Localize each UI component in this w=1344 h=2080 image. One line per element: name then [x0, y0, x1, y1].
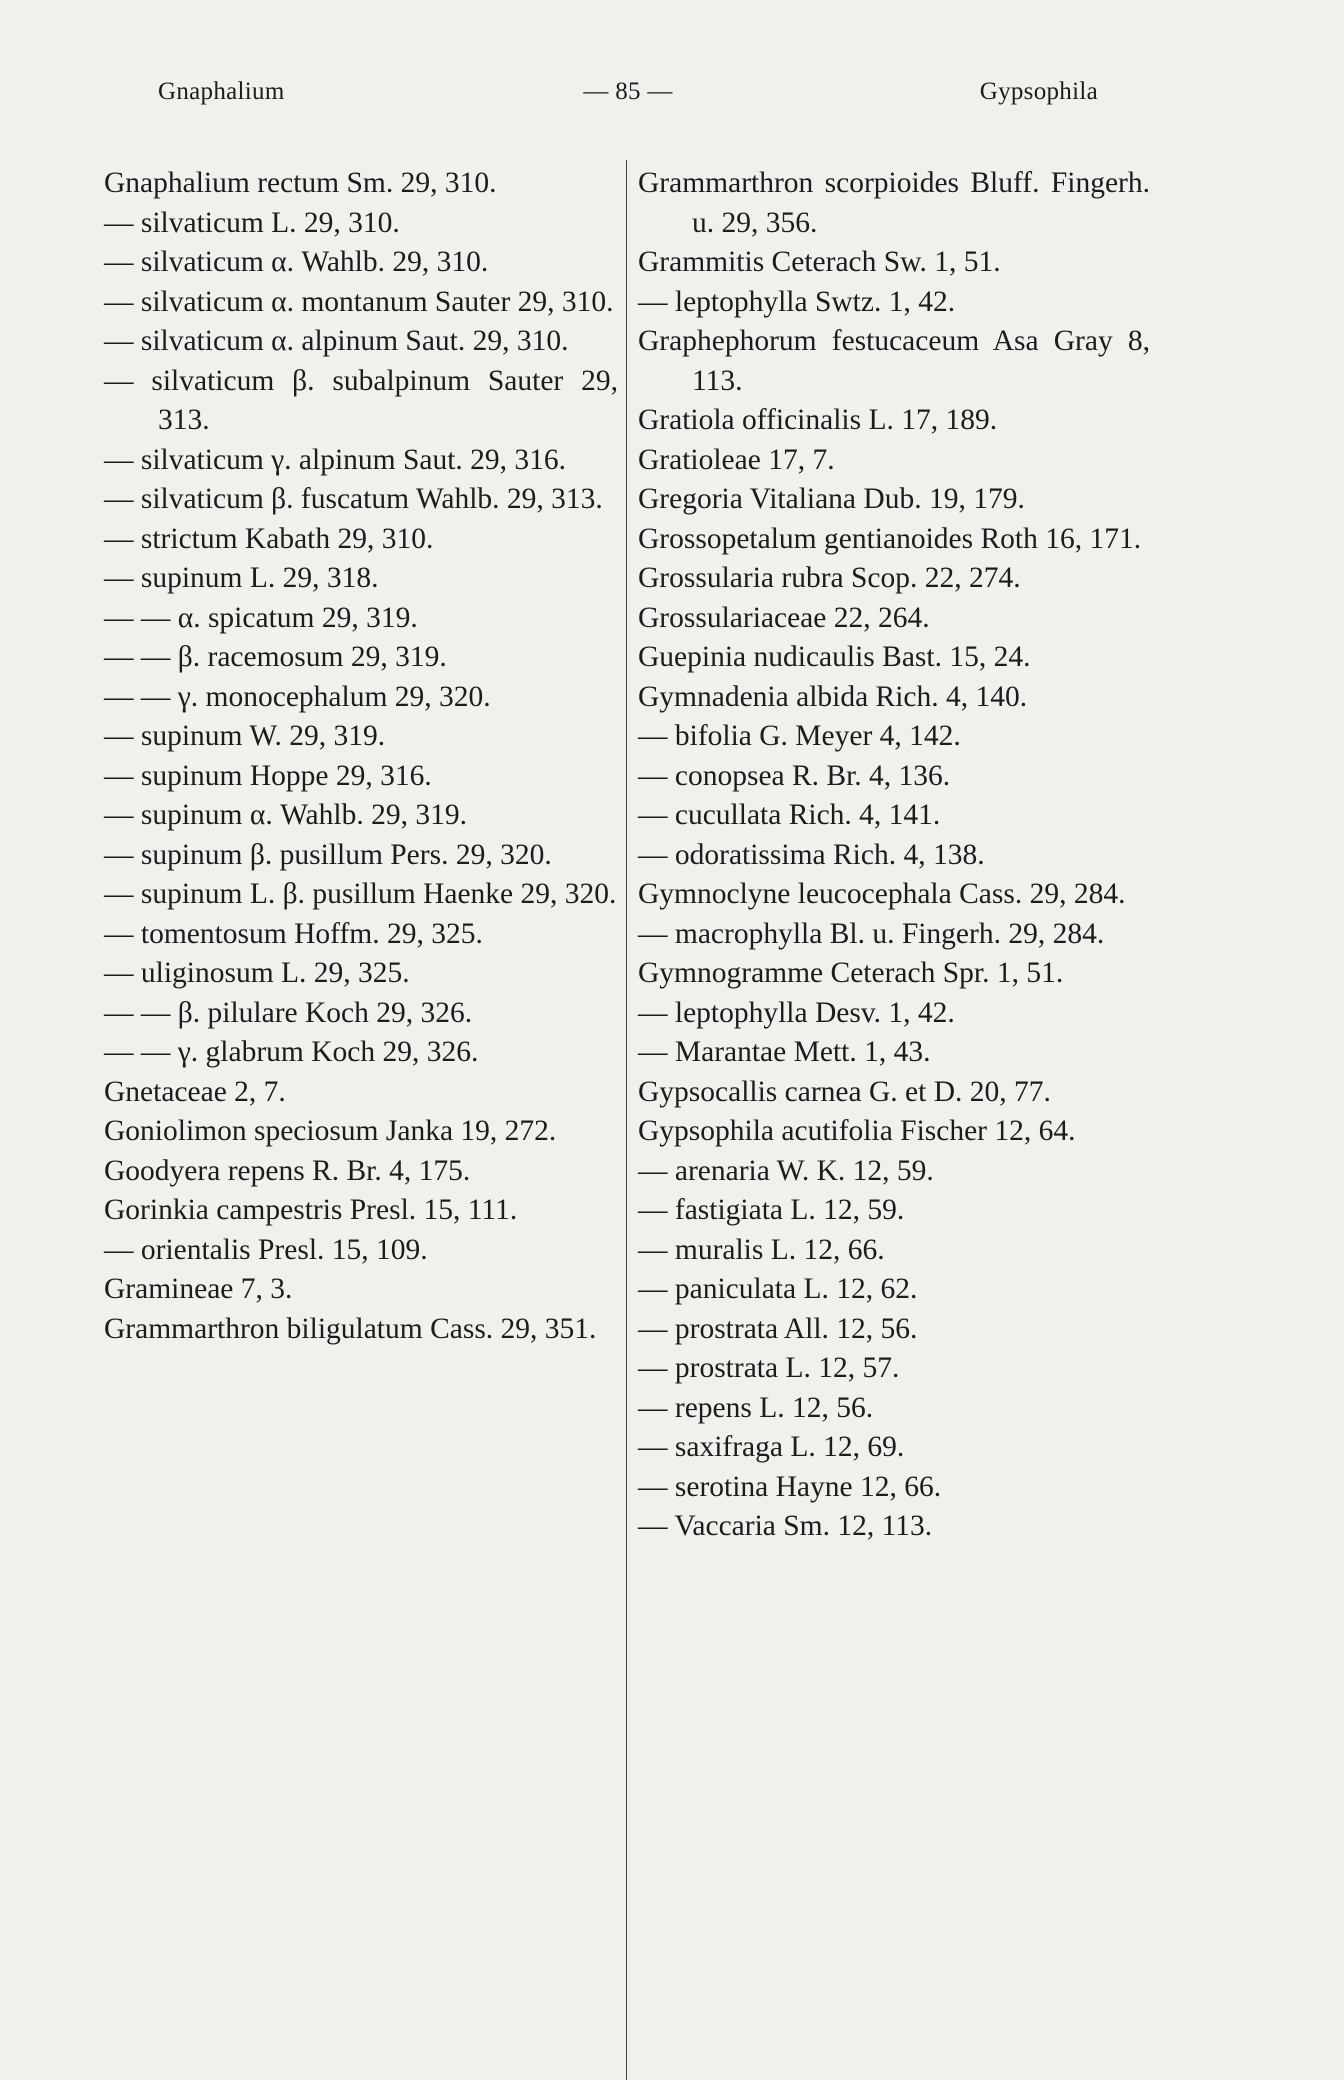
index-entry: Goniolimon speciosum Janka 19, 272. [104, 1115, 557, 1147]
right-column [638, 164, 1150, 1547]
index-entry: — Marantae Mett. 1, 43. [638, 1036, 931, 1068]
index-entry: Gymnadenia albida Rich. 4, 140. [638, 680, 1028, 713]
index-entry: — prostrata L. 12, 57. [638, 1352, 900, 1384]
index-entry: Graphephorum festucaceum Asa Gray 8, 113. [638, 325, 1150, 397]
running-head-left: Gnaphalium [158, 78, 285, 105]
index-entry: — supinum W. 29, 319. [104, 720, 386, 752]
running-head-right: Gypsophila [979, 78, 1098, 105]
index-entry: — supinum Hoppe 29, 316. [104, 759, 432, 792]
index-entry: Grammitis Ceterach Sw. 1, 51. [638, 246, 1001, 278]
column-divider [626, 160, 627, 2080]
index-entry: — prostrata All. 12, 56. [638, 1312, 918, 1345]
index-entry: Gratioleae 17, 7. [638, 443, 835, 476]
index-entry: Gregoria Vitaliana Dub. 19, 179. [638, 483, 1025, 515]
index-entry: Guepinia nudicaulis Bast. 15, 24. [638, 641, 1031, 673]
index-entry: — orientalis Presl. 15, 109. [104, 1233, 428, 1266]
index-entry: — silvaticum L. 29, 310. [104, 206, 400, 239]
index-entry: — saxifraga L. 12, 69. [638, 1431, 905, 1463]
index-entry: — uliginosum L. 29, 325. [104, 957, 410, 989]
index-entry: — paniculata L. 12, 62. [638, 1273, 918, 1305]
left-column [104, 164, 618, 1349]
index-entry: Grammarthron biligulatum Cass. 29, 351. [104, 1312, 597, 1345]
index-entry: — supinum L. β. pusillum Haenke 29, 320. [104, 878, 617, 910]
index-entry: Gratiola officinalis L. 17, 189. [638, 404, 998, 436]
index-entry: — repens L. 12, 56. [638, 1391, 874, 1424]
index-entry: — Vaccaria Sm. 12, 113. [638, 1510, 933, 1542]
index-entry: — leptophylla Swtz. 1, 42. [638, 285, 956, 318]
index-entry: — tomentosum Hoffm. 29, 325. [104, 917, 483, 950]
index-entry: — — α. spicatum 29, 319. [104, 601, 418, 634]
index-entry: — odoratissima Rich. 4, 138. [638, 838, 985, 871]
index-entry: — bifolia G. Meyer 4, 142. [638, 720, 961, 752]
index-entry: Grossularia rubra Scop. 22, 274. [638, 562, 1021, 594]
index-entry: — — γ. glabrum Koch 29, 326. [104, 1036, 479, 1068]
index-entry: Grammarthron scorpioides Bluff. Fingerh. u. 29, 356. [638, 167, 1150, 239]
index-entry: — silvaticum γ. alpinum Saut. 29, 316. [104, 443, 567, 476]
index-entry: — conopsea R. Br. 4, 136. [638, 759, 951, 792]
index-entry: Gnaphalium rectum Sm. 29, 310. [104, 167, 497, 199]
index-entry: — arenaria W. K. 12, 59. [638, 1154, 934, 1187]
index-entry: — strictum Kabath 29, 310. [104, 522, 434, 555]
index-entry: — fastigiata L. 12, 59. [638, 1194, 905, 1226]
index-entry: Gypsophila acutifolia Fischer 12, 64. [638, 1115, 1076, 1147]
index-entry: — silvaticum β. subalpinum Sauter 29, 313. [104, 364, 618, 436]
index-entry: Grossulariaceae 22, 264. [638, 601, 930, 634]
index-entry: Gorinkia campestris Presl. 15, 111. [104, 1194, 518, 1226]
index-entry: — silvaticum α. montanum Sauter 29, 310. [104, 285, 614, 318]
index-entry: Grossopetalum gentianoides Roth 16, 171. [638, 522, 1142, 555]
index-entry: Gymnogramme Ceterach Spr. 1, 51. [638, 957, 1064, 989]
index-entry: — — γ. monocephalum 29, 320. [104, 680, 491, 713]
index-entry: — silvaticum β. fuscatum Wahlb. 29, 313. [104, 483, 603, 515]
page-header [158, 78, 1098, 118]
index-entry: Gramineae 7, 3. [104, 1273, 293, 1305]
index-entry: — muralis L. 12, 66. [638, 1233, 885, 1266]
index-entry: — macrophylla Bl. u. Fingerh. 29, 284. [638, 917, 1105, 950]
index-entry: — supinum L. 29, 318. [104, 562, 379, 594]
index-entry: — serotina Hayne 12, 66. [638, 1470, 942, 1503]
index-entry: — — β. pilulare Koch 29, 326. [104, 996, 473, 1029]
index-entry: — leptophylla Desv. 1, 42. [638, 996, 955, 1029]
page-number: — 85 — [583, 78, 673, 105]
index-entry: Gypsocallis carnea G. et D. 20, 77. [638, 1075, 1051, 1108]
index-entry: Goodyera repens R. Br. 4, 175. [104, 1154, 471, 1187]
index-entry: — silvaticum α. Wahlb. 29, 310. [104, 246, 489, 278]
index-entry: — supinum α. Wahlb. 29, 319. [104, 799, 467, 831]
index-entry: Gnetaceae 2, 7. [104, 1075, 286, 1108]
index-entry: Gymnoclyne leucocephala Cass. 29, 284. [638, 878, 1126, 910]
index-entry: — cucullata Rich. 4, 141. [638, 799, 941, 831]
index-entry: — silvaticum α. alpinum Saut. 29, 310. [104, 325, 569, 357]
index-entry: — supinum β. pusillum Pers. 29, 320. [104, 838, 552, 871]
index-entry: — — β. racemosum 29, 319. [104, 641, 447, 673]
